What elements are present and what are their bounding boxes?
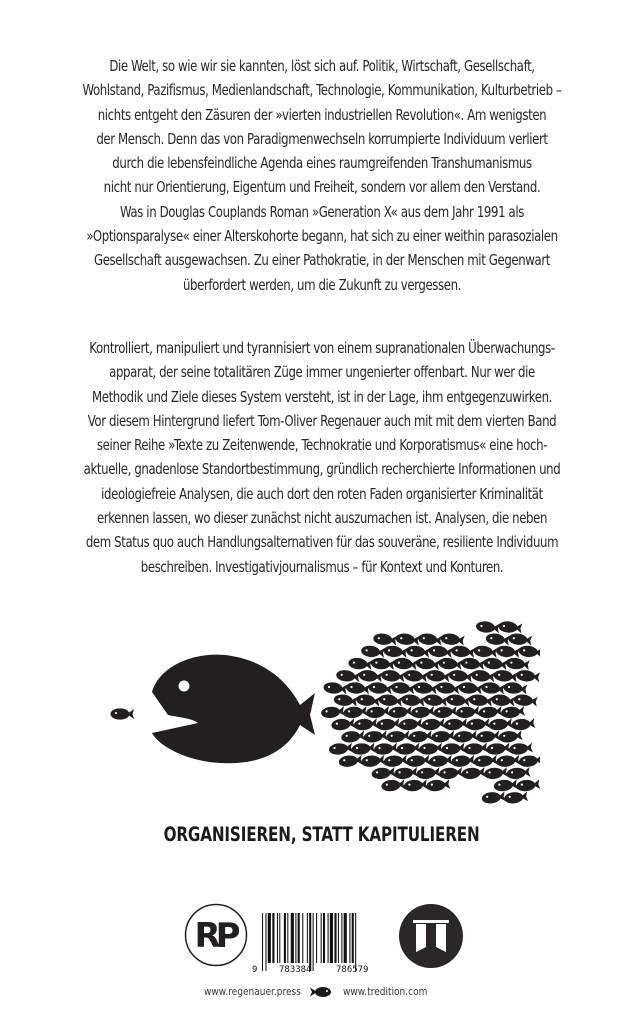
- fish-icon: [309, 986, 333, 998]
- blurb-line: Die Welt, so wie wir sie kannten, löst sich auf. Politik, Wirtschaft, Gesellschaft,: [109, 57, 535, 75]
- isbn-barcode: [252, 913, 394, 973]
- blurb-line: »Optionsparalyse« einer Alterskohorte begann, hat sich zu einer weithin parasozialen: [86, 227, 558, 246]
- fish-school-icon: [321, 620, 540, 804]
- blurb-line: ideologiefreie Analysen, die auch dort den roten Faden organisierter Kriminalität: [101, 484, 543, 503]
- fish-illustration: [100, 605, 540, 805]
- barcode-left-digits: 783384: [279, 965, 312, 973]
- tredition-logo-icon: [398, 903, 464, 969]
- blurb-line: Vor diesem Hintergrund liefert Tom-Oliver Regenauer auch mit mit dem vierten Band: [87, 411, 557, 430]
- slogan: [0, 823, 644, 846]
- barcode-right-digits: 786579: [336, 965, 369, 973]
- blurb-line: durch die lebensfeindliche Agenda eines raumgreifenden Transhumanismus: [112, 154, 532, 173]
- prey-fish-icon: [111, 708, 135, 719]
- svg-text:RP: RP: [194, 916, 236, 956]
- regenauer-press-url[interactable]: www.regenauer.press: [204, 985, 301, 998]
- footer: [0, 983, 644, 1003]
- blurb-paragraph-2: [40, 336, 604, 579]
- blurb-line: Methodik und Ziele dieses System versteht, ist in der Lage, ihm entgegenzuwirken.: [91, 387, 552, 406]
- tredition-url[interactable]: www.tredition.com: [343, 985, 428, 998]
- regenauer-press-logo-icon: [184, 903, 248, 967]
- blurb-line: Kontrolliert, manipuliert und tyrannisiert von einem supranationalen Überwachungs-: [89, 339, 555, 357]
- blurb-line: erkennen lassen, wo dieser zunächst nicht auszumachen ist. Analysen, die neben: [96, 509, 548, 528]
- blurb-line: der Mensch. Denn das von Paradigmenwechseln korrumpierte Individuum verliert: [96, 129, 548, 148]
- blurb-line: seiner Reihe »Texte zu Zeitenwende, Technokratie und Korporatismus« eine hoch-: [96, 436, 548, 455]
- blurb-line: nicht nur Orientierung, Eigentum und Freiheit, sondern vor allem den Verstand.: [103, 178, 541, 197]
- blurb-line: apparat, der seine totalitären Züge immer ungenierter offenbart. Nur wer die: [109, 363, 535, 382]
- blurb-line: Wohlstand, Pazifismus, Medienlandschaft, Technologie, Kommunikation, Kulturbetrieb –: [82, 81, 562, 100]
- slogan-text: ORGANISIEREN, STATT KAPITULIEREN: [163, 823, 480, 846]
- blurb-line: beschreiben. Investigativjournalismus – für Kontext und Konturen.: [140, 557, 504, 576]
- big-fish-icon: [152, 655, 315, 764]
- blurb-line: nichts entgeht den Zäsuren der »vierten industriellen Revolution«. Am wenigsten: [97, 105, 547, 124]
- blurb-line: aktuelle, gnadenlose Standortbestimmung, gründlich recherchierte Informationen und: [83, 460, 561, 479]
- blurb-line: Gesellschaft ausgewachsen. Zu einer Pathokratie, in der Menschen mit Gegenwart: [93, 251, 550, 270]
- blurb-paragraph-1: [40, 54, 604, 297]
- blurb-line: dem Status quo auch Handlungsalternativen für das souveräne, resiliente Individuum: [85, 533, 559, 552]
- blurb-line: überfordert werden, um die Zukunft zu vergessen.: [182, 275, 462, 294]
- blurb-line: Was in Douglas Couplands Roman »Generation X« aus dem Jahr 1991 als: [120, 202, 524, 221]
- barcode-lead-digit: 9: [252, 965, 258, 973]
